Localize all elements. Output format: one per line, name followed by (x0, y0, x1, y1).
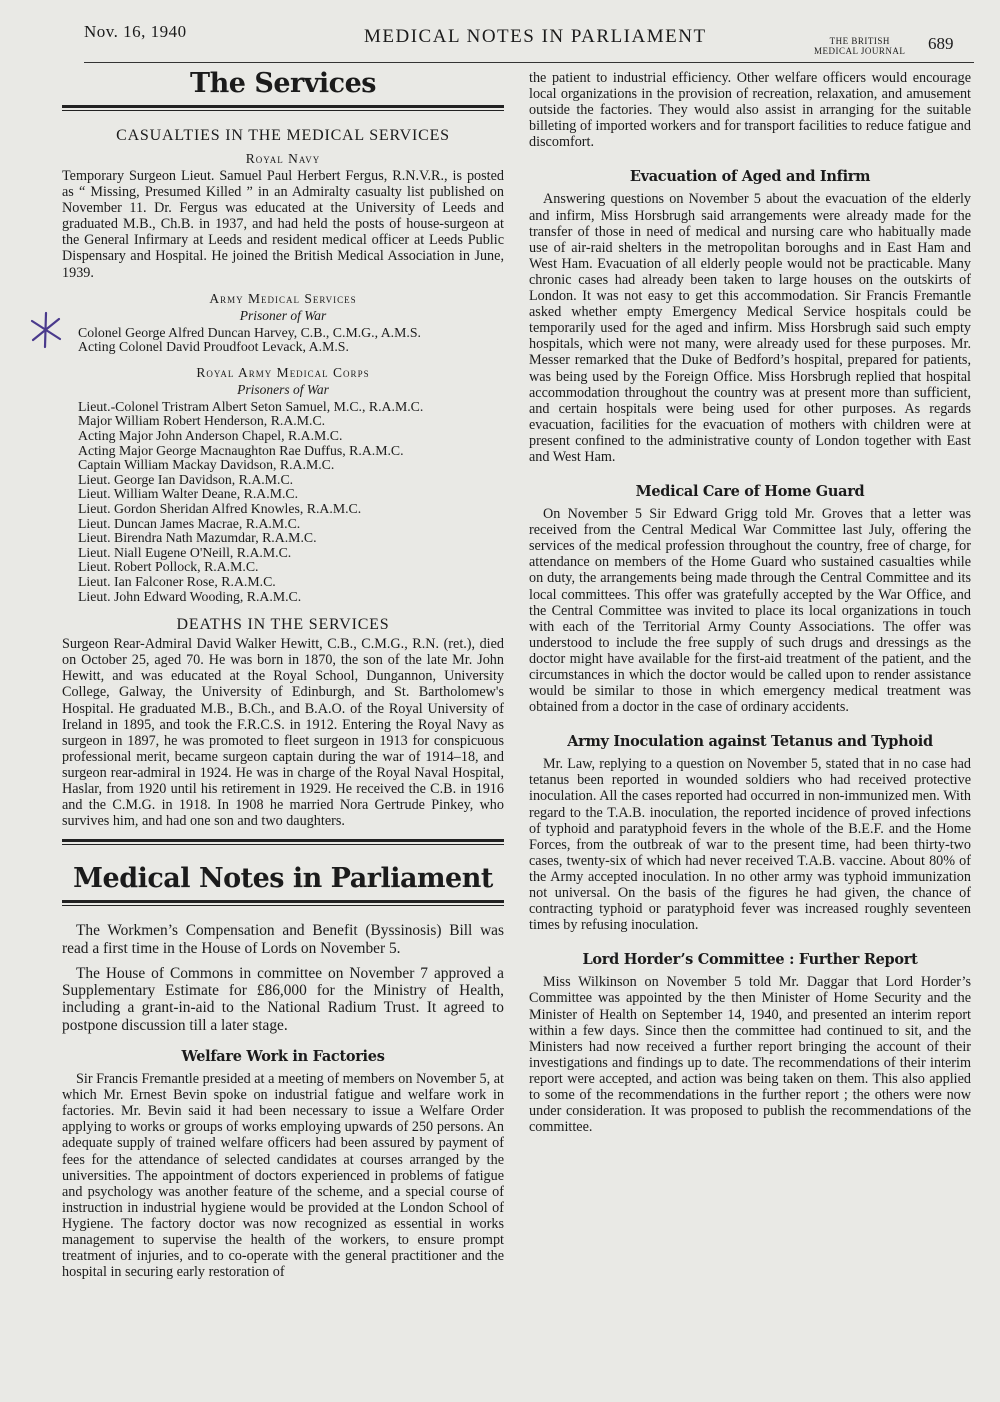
list-item: Acting Major John Anderson Chapel, R.A.M.C. (78, 428, 343, 444)
welfare-heading: Welfare Work in Factories (181, 1048, 385, 1066)
royal-navy-paragraph: Temporary Surgeon Lieut. Samuel Paul Herbert Fergus, R.N.V.R., is posted as “ Missing, Presumed Killed ” in an Admiralty casualty list published on November 11. Dr. Fergus was educated at the University of Leeds and graduated M.B., Ch.B. in 1937, and had held the posts of house-surgeon at the General Infirmary at Leeds and resident medical officer at Leeds Public Dispensary and Hospital. He joined the British Medical Association in June, 1939. (62, 168, 504, 281)
horder-heading: Lord Horder’s Committee : Further Report (582, 951, 918, 969)
evacuation-paragraph: Answering questions on November 5 about the evacuation of the elderly and infirm, Miss Horsbrugh said arrangements were already made for the transfer of those in need of medical and nursing care who habitually made use of air-raid shelters in the metropolitan boroughs and in East Ham and West Ham. Evacuation of all elderly people would not be practicable. Many chronic cases had already been taken to large houses on the outskirts of London. It was not easy to get this accommodation. Sir Francis Fremantle asked whether empty Emergency Medical Service hospitals could be temporarily used for the aged and infirm. Miss Horsbrugh said such empty hospitals, which were not many, were already used for these purposes. Mr. Messer remarked that the Duke of Bedford’s hospital, prepared for patients, was being used by the Foreign Office. Miss Horsbrugh replied that hospital accommodation throughout the country was at present more than sufficient, and certain hospitals were being used for other purposes. As regards evacuation, facilities for the evacuation of mothers with children were at present confined to the administrative county of London together with East and West Ham. (529, 191, 971, 465)
list-item: Lieut. Birendra Nath Mazumdar, R.A.M.C. (78, 530, 317, 546)
ramc-heading: Royal Army Medical Corps (196, 364, 370, 380)
list-item: Lieut. Duncan James Macrae, R.A.M.C. (78, 515, 301, 531)
inoculation-heading: Army Inoculation against Tetanus and Typhoid (567, 733, 933, 751)
estimate-paragraph: The House of Commons in committee on November 7 approved a Supplementary Estimate for £86,000 for the Ministry of Health, including a grant-in-aid to the National Radium Trust. It agreed to postpone discussion till a later stage. (62, 964, 504, 1034)
journal-name (814, 36, 905, 56)
inoculation-paragraph: Mr. Law, replying to a question on November 5, stated that in no case had tetanus been reported in wounded soldiers who had received protective inoculation. All the cases reported had occurred in non-immunized men. With regard to the T.A.B. inoculation, the reported incidence of proved infections of typhoid and paratyphoid fevers in the whole of the B.E.F. and the Home Forces, from the outbreak of war to the present time, had been thirty-two cases, twenty-six of which had never received T.A.B. vaccine. About 80% of the Army accepted inoculation. In no other army was typhoid immunization not universal. On the basis of the figures he had given, the chance of contracting typhoid or paratyphoid fever was increased roughly seventeen times by refusing inoculation. (529, 756, 971, 934)
page-number: 689 (928, 34, 954, 53)
right-column (529, 70, 971, 1135)
title-rule (62, 900, 504, 906)
byssinosis-paragraph: The Workmen’s Compensation and Benefit (Byssinosis) Bill was read a first time in the House of Lords on November 5. (62, 922, 504, 957)
page-header (84, 18, 974, 58)
list-item: Acting Major George Macnaughton Rae Duffus, R.A.M.C. (78, 442, 404, 458)
list-item: Captain William Mackay Davidson, R.A.M.C. (78, 457, 335, 473)
welfare-paragraph: Sir Francis Fremantle presided at a meeting of members on November 5, at which Mr. Ernest Bevin spoke on industrial fatigue and welfare work in factories. Mr. Bevin said it had been necessary to issue a Welfare Order applying to works or groups of works employing upwards of 250 persons. An adequate supply of trained welfare officers had been assured by payment of fees for the attendance of selected candidates at courses arranged by the universities. The appointment of doctors experienced in problems of fatigue and psychology was another feature of the scheme, and a special course of instruction in industrial hygiene would be provided at the London School of Hygiene. The factory doctor was now recognized as essential in works management to supervise the health of the workers, to ensure prompt treatment of injuries, and to co-operate with the general practitioner and the hospital in securing early restoration of (62, 1071, 504, 1281)
homeguard-heading: Medical Care of Home Guard (635, 483, 865, 501)
list-item: Acting Colonel David Proudfoot Levack, A.M.S. (78, 339, 349, 355)
journal-line-2: MEDICAL JOURNAL (814, 46, 906, 56)
ams-heading: Army Medical Services (209, 290, 357, 306)
royal-navy-heading: Royal Navy (245, 151, 321, 166)
list-item: Lieut.-Colonel Tristram Albert Seton Samuel, M.C., R.A.M.C. (78, 398, 424, 414)
list-item: Lieut. Gordon Sheridan Alfred Knowles, R.A.M.C. (78, 501, 362, 516)
section-end-rule (62, 839, 504, 845)
list-item: Lieut. Ian Falconer Rose, R.A.M.C. (78, 573, 276, 589)
horder-paragraph: Miss Wilkinson on November 5 told Mr. Daggar that Lord Horder’s Committee was appointed by the then Minister of Home Security and the Minister of Health on September 14, 1940, and presented an interim report within a few days. Since then the committee had continued to sit, and the Ministers had now received a further report bringing the account of their investigations and findings up to date. The recommendations of their interim report were accepted, and action was being taken on them. This also applied to some of the recommendations in the further report ; the others were now under consideration. It was proposed to publish the recommendations of the committee. (529, 974, 971, 1136)
homeguard-paragraph: On November 5 Sir Edward Grigg told Mr. Groves that a letter was received from the Central Medical War Committee last July, offering the services of the medical profession throughout the country, free of charge, for attendance on members of the Home Guard who sustained casualties while on duty, the arrangements being made through the Central Committee and its local committees. This offer was gratefully accepted by the War Office, and the Central Committee was invited to place its local organizations in touch with each of the Territorial Army County Associations. The offer was understood to include the free supply of such drugs and dressings as the doctor might have available for the first-aid treatment of the patient, and the circumstances in which the doctor would be called upon to render assistance would be similar to those in which emergency medical treatment was obtained from a doctor in the case of ordinary accidents. (529, 506, 971, 716)
list-item: Colonel George Alfred Duncan Harvey, C.B., C.M.G., A.M.S. (78, 324, 421, 340)
left-column (62, 66, 504, 1280)
title-rule (62, 105, 504, 111)
deaths-heading: DEATHS IN THE SERVICES (176, 616, 390, 634)
list-item: Major William Robert Henderson, R.A.M.C. (78, 413, 326, 429)
ams-subheading: Prisoner of War (239, 307, 327, 323)
ramc-list (62, 400, 504, 604)
list-item: Lieut. Robert Pollock, R.A.M.C. (78, 559, 259, 575)
list-item: Lieut. William Walter Deane, R.A.M.C. (78, 486, 299, 502)
ramc-subheading: Prisoners of War (237, 381, 329, 397)
welfare-continued-paragraph: the patient to industrial efficiency. Other welfare officers would encourage local organizations in the provision of recreation, relaxation, and amusement outside the factories. They would also assist in arranging for the suitable billeting of imported workers and for transport facilities to reduce fatigue and discomfort. (529, 70, 971, 151)
journal-line-1: THE BRITISH (829, 36, 890, 46)
evacuation-heading: Evacuation of Aged and Infirm (629, 168, 871, 186)
header-rule (84, 62, 974, 63)
parliament-title: Medical Notes in Parliament (73, 863, 493, 895)
casualties-heading: CASUALTIES IN THE MEDICAL SERVICES (116, 127, 450, 144)
issue-date: Nov. 16, 1940 (84, 22, 187, 41)
services-title: The Services (190, 68, 376, 99)
deaths-paragraph: Surgeon Rear-Admiral David Walker Hewitt, C.B., C.M.G., R.N. (ret.), died on October 25, aged 70. He was born in 1870, the son of the late Mr. John Hewitt, and was educated at the Royal School, Dungannon, University College, Galway, the University of Edinburgh, and St. Bartholomew's Hospital. He graduated M.B., B.Ch., and B.A.O. of the Royal University of Ireland in 1895, and took the F.R.C.S. in 1912. Entering the Royal Navy as surgeon in 1897, he was promoted to fleet surgeon in 1913 for conspicuous professional merit, became surgeon captain during the war of 1914–18, and surgeon rear-admiral in 1924. He was in charge of the Royal Naval Hospital, Haslar, from 1920 until his retirement in 1929. He received the C.B. in 1916 and the C.M.G. in 1918. In 1908 he married Nora Gertrude Pinkey, who survives him, and had one son and two daughters. (62, 636, 504, 830)
running-title: MEDICAL NOTES IN PARLIAMENT (364, 26, 707, 47)
list-item: Lieut. Niall Eugene O'Neill, R.A.M.C. (78, 544, 292, 560)
list-item: Lieut. George Ian Davidson, R.A.M.C. (78, 471, 294, 487)
ams-list (62, 326, 504, 355)
asterisk-mark-icon (28, 310, 64, 350)
list-item: Lieut. John Edward Wooding, R.A.M.C. (78, 588, 302, 604)
